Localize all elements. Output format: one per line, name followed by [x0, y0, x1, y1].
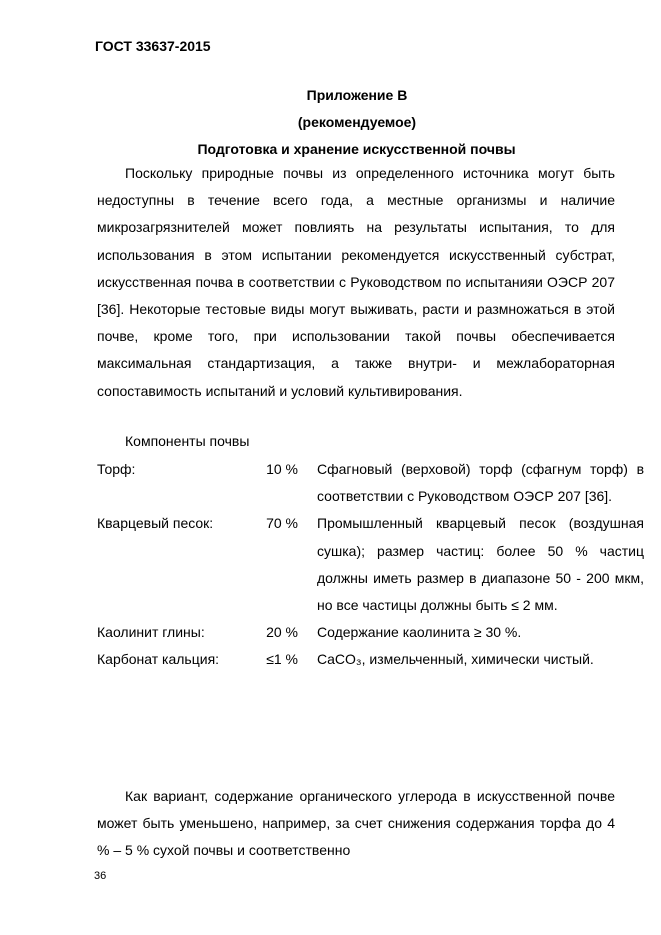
document-code: ГОСТ 33637-2015 — [95, 38, 211, 54]
annex-status: (рекомендуемое) — [297, 114, 417, 130]
component-name: Кварцевый песок: — [97, 515, 214, 532]
component-percent: 20 % — [266, 624, 298, 641]
table-row — [97, 619, 644, 646]
component-description: Содержание каолинита ≥ 30 %. — [317, 624, 522, 641]
annex-heading: Подготовка и хранение искусственной почвы — [197, 141, 516, 157]
component-name: Карбонат кальция: — [97, 651, 220, 668]
variant-paragraph: Как вариант, содержание органического углерода в искусственной почве может быть уменьшено, например, за счет снижения содержания торфа до 4 % – 5 % сухой почвы и соответственно — [97, 788, 615, 859]
table-row — [97, 510, 644, 619]
component-percent: ≤1 % — [266, 651, 298, 668]
table-row — [97, 646, 644, 673]
intro-paragraph: Поскольку природные почвы из определенного источника могут быть недоступны в течение всего года, а местные организмы и наличие микрозагрязнителей может повлиять на результаты испытания, то для использования в этом испытании рекомендуется искусственный субстрат, искусственная почва в соответствии с Руководством по испытанияи ОЭСР 207 [36]. Некоторые тестовые виды могут выживать, расти и размножаться в этой почве, кроме того, при использовании такой почвы обеспечивается максимальная стандартизация, а также внутри- и межлабораторная сопоставимость испытаний и условий культивирования. — [97, 165, 615, 399]
page-number: 36 — [94, 870, 107, 882]
components-heading: Компоненты почвы — [125, 433, 250, 449]
component-description: Сфагновый (верховой) торф (сфагнум торф) в соответствии с Руководством ОЭСР 207 [36]. — [317, 461, 644, 505]
table-row — [97, 456, 644, 510]
component-percent: 70 % — [266, 515, 298, 532]
component-percent: 10 % — [266, 461, 298, 477]
component-description: Промышленный кварцевый песок (воздушная сушка); размер частиц: более 50 % частиц должны иметь размер в диапазоне 50 - 200 мкм, но все частицы должны быть ≤ 2 мм. — [317, 515, 644, 614]
component-name: Торф: — [97, 461, 136, 477]
components-table — [97, 456, 644, 674]
annex-title: Приложение В — [306, 87, 408, 103]
component-name: Каолинит глины: — [97, 624, 205, 641]
component-description: CaCO₃, измельченный, химически чистый. — [317, 651, 594, 668]
